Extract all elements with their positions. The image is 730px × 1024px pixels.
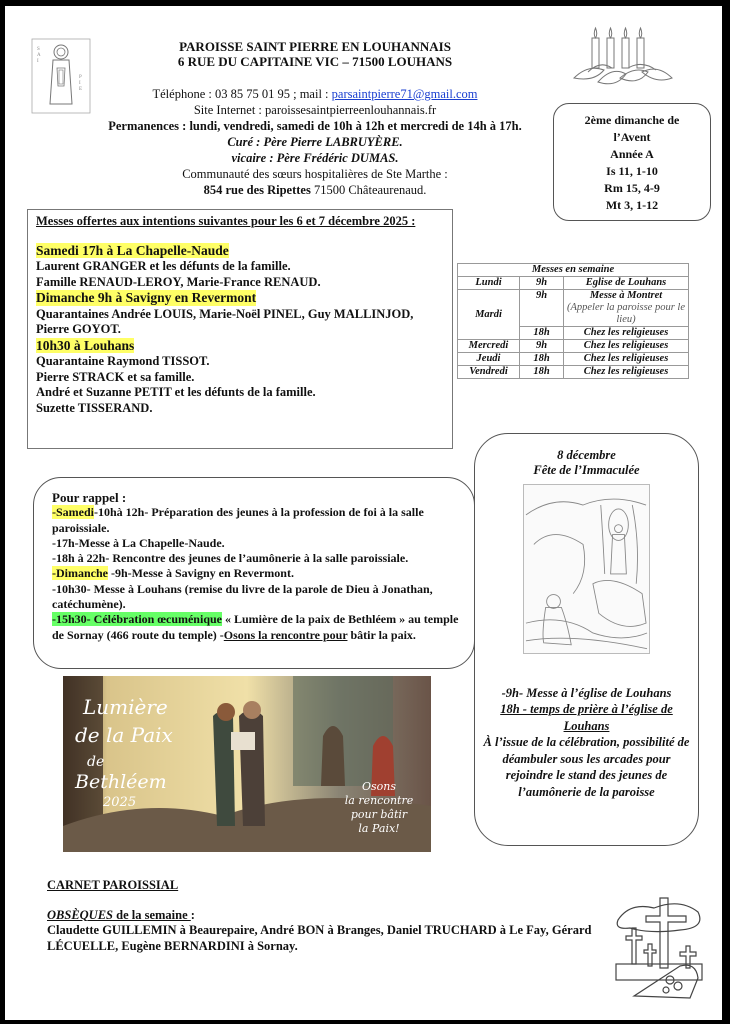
permanences-text: Permanences : lundi, vendredi, samedi de 10h à 12h et mercredi de 14h à 17h. bbox=[108, 119, 522, 133]
celebration-text: « Lumière de la paix de Bethléem » au temple de Sornay (466 route du temple) - bbox=[52, 612, 459, 642]
liturgical-year: Année A bbox=[610, 147, 654, 161]
saturday-label: -Samedi bbox=[52, 505, 94, 520]
phone-mail-line bbox=[85, 86, 545, 102]
table-row bbox=[458, 366, 689, 379]
funerals-heading bbox=[47, 908, 607, 924]
reminder-celebration bbox=[52, 612, 460, 643]
address-city: 71500 Châteaurenaud. bbox=[310, 183, 427, 197]
sunday-label: -Dimanche bbox=[52, 566, 108, 581]
bulletin-page bbox=[5, 6, 722, 1020]
day-cell: Jeudi bbox=[458, 353, 520, 366]
osons-end-text: bâtir la paix. bbox=[350, 627, 416, 642]
advent-wreath-icon bbox=[568, 20, 678, 90]
parish-address: 6 RUE DU CAPITAINE VIC – 71500 LOUHANS bbox=[177, 54, 453, 69]
feast-date: 8 décembre bbox=[557, 448, 616, 462]
reminder-line: -18h à 22h- Rencontre des jeunes de l’aumônerie à la salle paroissiale. bbox=[52, 551, 409, 566]
cure-text: Curé : Père Pierre LABRUYÈRE. bbox=[227, 135, 403, 149]
funerals-colon: : bbox=[190, 907, 195, 922]
feast-mass: -9h- Messe à l’église de Louhans bbox=[501, 685, 672, 700]
reading-item: Rm 15, 4-9 bbox=[604, 181, 660, 195]
time-cell: 18h bbox=[520, 353, 564, 366]
mass-group-heading: 10h30 à Louhans bbox=[36, 337, 135, 353]
banner-slogan-line: la rencontre bbox=[344, 794, 414, 807]
mass-group-heading: Samedi 17h à La Chapelle-Naude bbox=[36, 242, 229, 258]
website-text: Site Internet : paroissesaintpierreenlouhannais.fr bbox=[193, 103, 437, 117]
svg-text:A: A bbox=[37, 53, 41, 58]
place-cell: Eglise de Louhans bbox=[564, 277, 689, 290]
time-cell: 9h bbox=[520, 340, 564, 353]
intention-line: Famille RENAUD-LEROY, Marie-France RENAUD. bbox=[36, 274, 321, 289]
register-title: CARNET PAROISSIAL bbox=[47, 878, 179, 892]
parish-name: PAROISSE SAINT PIERRE EN LOUHANNAIS bbox=[179, 39, 451, 54]
advent-readings-box bbox=[553, 103, 711, 221]
funerals-suffix: de la semaine bbox=[113, 907, 191, 922]
feast-prayer: 18h - temps de prière à l’église de Louhans bbox=[500, 702, 673, 733]
communaute-address bbox=[85, 182, 545, 198]
table-header-row bbox=[458, 264, 689, 277]
saint-pierre-icon bbox=[31, 38, 91, 114]
time-cell: 18h bbox=[520, 366, 564, 379]
place-cell: Chez les religieuses bbox=[564, 366, 689, 379]
reminder-box bbox=[33, 477, 475, 669]
parish-register bbox=[47, 878, 607, 954]
banner-slogan-line: Osons bbox=[361, 780, 397, 793]
mass-group bbox=[36, 243, 444, 291]
svg-text:E: E bbox=[79, 87, 83, 92]
funerals-names: Claudette GUILLEMIN à Beaurepaire, André BON à Branges, Daniel TRUCHARD à Le Fay, Gérard LÉCUELLE, Eugène BERNARDINI à Sornay. bbox=[47, 923, 592, 953]
intention-line: Laurent GRANGER et les défunts de la famille. bbox=[36, 259, 291, 273]
svg-text:I: I bbox=[79, 81, 81, 86]
advent-sunday-label: 2ème dimanche de bbox=[584, 113, 680, 127]
banner-title-line: Bethléem bbox=[75, 771, 167, 793]
reminder-title: Pour rappel : bbox=[52, 490, 127, 505]
reminder-line: -17h-Messe à La Chapelle-Naude. bbox=[52, 535, 225, 550]
banner-slogan-line: la Paix! bbox=[358, 822, 400, 835]
feast-schedule bbox=[475, 685, 698, 801]
sunday-text: -9h-Messe à Savigny en Revermont. bbox=[108, 566, 294, 581]
banner-title-line: de bbox=[87, 754, 105, 770]
feast-name: Fête de l’Immaculée bbox=[533, 463, 640, 477]
cemetery-crosses-icon bbox=[610, 888, 710, 1004]
email-link[interactable]: parsaintpierre71@gmail.com bbox=[331, 87, 478, 101]
day-cell: Lundi bbox=[458, 277, 520, 290]
day-cell: Mardi bbox=[458, 290, 520, 340]
intention-line: Quarantaines Andrée LOUIS, Marie-Noël PINEL, Guy MALLINJOD, Pierre GOYOT. bbox=[36, 306, 414, 336]
reminder-line: -10h30- Messe à Louhans (remise du livre de la parole de Dieu à Jonathan, catéchumène). bbox=[52, 581, 433, 612]
place-cell bbox=[564, 290, 689, 327]
reminder-saturday bbox=[52, 505, 460, 536]
banner-title-line: Lumière bbox=[83, 695, 168, 719]
communaute-text: Communauté des sœurs hospitalières de Ste Marthe : bbox=[182, 167, 448, 181]
mass-intentions-title: Messes offertes aux intentions suivantes pour les 6 et 7 décembre 2025 : bbox=[36, 214, 416, 228]
svg-text:I: I bbox=[37, 59, 39, 64]
banner-title-line: de la Paix bbox=[75, 723, 173, 747]
table-row bbox=[458, 353, 689, 366]
feast-title bbox=[475, 448, 698, 478]
address-street: 854 rue des Ripettes bbox=[203, 183, 311, 197]
saturday-text: -10hà 12h- Préparation des jeunes à la profession de foi à la salle paroissiale. bbox=[52, 505, 424, 535]
intention-line: Quarantaine Raymond TISSOT. bbox=[36, 354, 210, 368]
day-cell: Vendredi bbox=[458, 366, 520, 379]
place-cell: Chez les religieuses bbox=[564, 353, 689, 366]
time-cell: 9h bbox=[520, 277, 564, 290]
time-cell: 18h bbox=[520, 327, 564, 340]
place-note: (Appeler la paroisse pour le lieu) bbox=[566, 302, 685, 325]
mass-group-heading: Dimanche 9h à Savigny en Revermont bbox=[36, 290, 257, 305]
weekday-masses-table bbox=[457, 263, 689, 379]
svg-text:S: S bbox=[37, 47, 40, 52]
table-title: Messes en semaine bbox=[458, 264, 689, 277]
lourdes-grotto-illustration bbox=[523, 484, 650, 654]
place-text: Messe à Montret bbox=[589, 290, 663, 301]
intention-line: Pierre STRACK et sa famille. bbox=[36, 369, 195, 384]
feast-note: À l’issue de la célébration, possibilité de déambuler sous les arcades pour rejoindre le stand des jeunes de l’aumônerie de la paroisse bbox=[483, 735, 690, 799]
funerals-label: OBSÈQUES bbox=[47, 907, 113, 922]
lumiere-paix-bethleem-banner bbox=[63, 676, 431, 852]
reading-item: Mt 3, 1-12 bbox=[605, 198, 659, 212]
osons-text: Osons la rencontre pour bbox=[223, 627, 348, 642]
place-cell: Chez les religieuses bbox=[564, 340, 689, 353]
svg-text:P: P bbox=[79, 75, 82, 80]
day-cell: Mercredi bbox=[458, 340, 520, 353]
phone-text: Téléphone : 03 85 75 01 95 ; mail : bbox=[152, 87, 332, 101]
celebration-label: -15h30- Célébration œcuménique bbox=[52, 612, 222, 627]
mass-group bbox=[36, 338, 444, 417]
place-cell: Chez les religieuses bbox=[564, 327, 689, 340]
banner-title-line: 2025 bbox=[103, 795, 137, 810]
mass-intentions-box bbox=[27, 209, 453, 449]
vicaire-text: vicaire : Père Frédéric DUMAS. bbox=[231, 151, 399, 165]
mass-group bbox=[36, 290, 444, 338]
intention-line: Suzette TISSERAND. bbox=[36, 400, 153, 415]
advent-label: l’Avent bbox=[613, 130, 651, 144]
time-cell: 9h bbox=[520, 290, 564, 327]
table-row bbox=[458, 340, 689, 353]
parish-header bbox=[100, 39, 530, 69]
immaculate-feast-box bbox=[474, 433, 699, 846]
table-row bbox=[458, 277, 689, 290]
reminder-sunday bbox=[52, 566, 460, 581]
table-row bbox=[458, 290, 689, 327]
intention-line: André et Suzanne PETIT et les défunts de la famille. bbox=[36, 385, 316, 399]
reading-item: Is 11, 1-10 bbox=[606, 164, 658, 178]
banner-slogan-line: pour bâtir bbox=[350, 808, 408, 821]
contact-info bbox=[85, 86, 545, 198]
